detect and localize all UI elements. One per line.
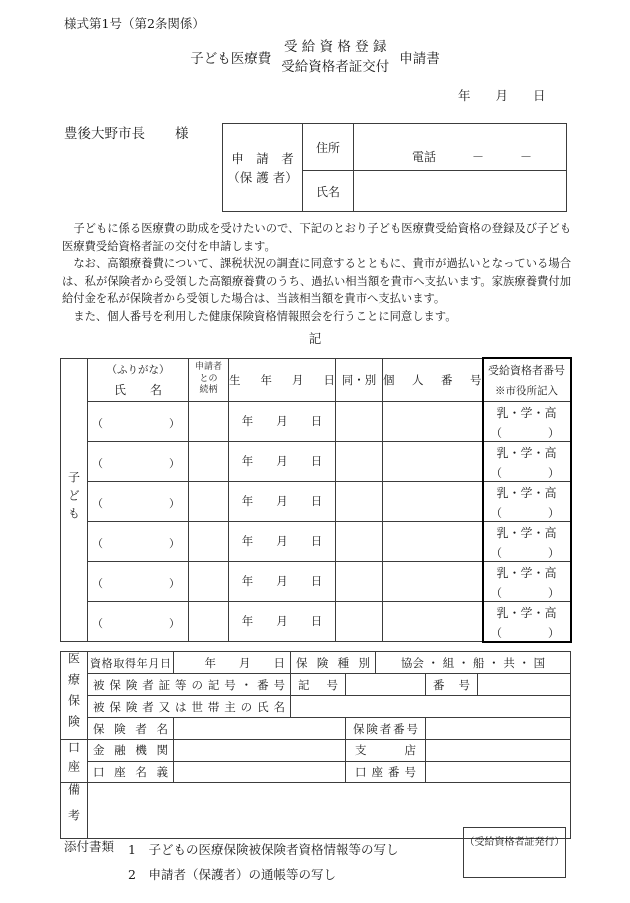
header-birthdate: 生年月日: [229, 358, 336, 401]
child-household-field[interactable]: [336, 481, 383, 521]
child-name-field[interactable]: （ ）: [88, 521, 189, 561]
symbol-label: 記号: [291, 674, 346, 696]
consent-text: [62, 220, 571, 326]
child-name-field[interactable]: （ ）: [88, 441, 189, 481]
child-household-field[interactable]: [336, 441, 383, 481]
title-suffix: 申請書: [399, 51, 440, 67]
consent-paragraph-2: なお、高額療養費について、課税状況の調査に同意するとともに、貴市が過払いとなっている場合は、私が保険者から受領した高額療養費のうち、過払い相当額を貴市へ支払います。家族療養費付加給付金を私が保険者から受領した場合は、当該相当額を貴市へ支払います。: [62, 257, 571, 306]
medical-insurance-group-label: 医療保険: [61, 652, 88, 740]
header-name-label: 氏 名: [113, 383, 162, 397]
child-recipient-number-field[interactable]: [483, 561, 571, 601]
number-field[interactable]: [478, 674, 571, 696]
attachments: [64, 837, 398, 887]
header-recipient-number: 受給資格者番号 ※市役所記入: [483, 358, 571, 401]
consent-paragraph-3: また、個人番号を利用した健康保険資格情報照会を行うことに同意します。: [62, 309, 457, 323]
child-relation-field[interactable]: [189, 601, 229, 642]
consent-paragraph-1: 子どもに係る医療費の助成を受けたいので、下記のとおり子ども医療費受給資格の登録及び子ども医療費受給資格者証の交付を申請します。: [62, 222, 571, 253]
child-name-field[interactable]: （ ）: [88, 481, 189, 521]
category-parens: （ ）: [490, 585, 560, 600]
header-relation: 申請者 との 続柄: [189, 358, 229, 401]
child-household-field[interactable]: [336, 601, 383, 642]
child-personal-number-field[interactable]: [383, 401, 483, 441]
child-personal-number-field[interactable]: [383, 521, 483, 561]
category-label: 乳・学・高: [496, 565, 557, 580]
insured-name-label: 被保険者又は世帯主の氏名: [88, 696, 291, 718]
certificate-issue-box: （受給資格者証発行）: [463, 827, 566, 878]
insured-name-field[interactable]: [291, 696, 571, 718]
remarks-group-label: 備考: [61, 783, 88, 839]
category-parens: （ ）: [490, 425, 560, 440]
account-number-field[interactable]: [426, 761, 571, 783]
header-household: 同・別: [336, 358, 383, 401]
application-date-field[interactable]: 年 月 日: [458, 88, 546, 103]
applicant-box: [222, 123, 567, 212]
addressee: [64, 122, 189, 142]
child-name-field[interactable]: （ ）: [88, 561, 189, 601]
title-option-certificate: 受給資格者証交付: [281, 59, 390, 75]
applicant-label: [223, 124, 303, 211]
child-relation-field[interactable]: [189, 401, 229, 441]
address-label: 住所: [303, 124, 354, 171]
account-name-field[interactable]: [174, 761, 346, 783]
child-row-6: [61, 601, 571, 642]
bank-label: 金融機関: [88, 740, 174, 762]
account-name-label: 口座名義: [88, 761, 174, 783]
attachment-item-2: 2 申請者（保護者）の通帳等の写し: [128, 867, 336, 882]
insurance-table: [60, 651, 571, 839]
acquisition-date-label: 資格取得年月日: [88, 652, 174, 674]
form-title: [0, 37, 630, 77]
title-option-registration: 受 給 資 格 登 録: [284, 39, 387, 55]
child-birthdate-field[interactable]: 年 月 日: [229, 601, 336, 642]
form-number: 様式第1号（第2条関係）: [64, 16, 205, 31]
child-birthdate-field[interactable]: 年 月 日: [229, 441, 336, 481]
phone-field[interactable]: 電話 － －: [412, 150, 533, 164]
child-household-field[interactable]: [336, 401, 383, 441]
header-name: [88, 358, 189, 401]
child-recipient-number-field[interactable]: [483, 601, 571, 642]
name-label: 氏名: [303, 171, 354, 211]
insurance-type-label: 保険種別: [291, 652, 376, 674]
address-field[interactable]: [354, 124, 566, 171]
insurer-name-field[interactable]: [174, 718, 346, 740]
child-recipient-number-field[interactable]: [483, 521, 571, 561]
child-relation-field[interactable]: [189, 561, 229, 601]
symbol-field[interactable]: [346, 674, 426, 696]
child-name-field[interactable]: （ ）: [88, 401, 189, 441]
header-furigana: （ふりがな）: [106, 364, 170, 376]
branch-field[interactable]: [426, 740, 571, 762]
child-personal-number-field[interactable]: [383, 561, 483, 601]
child-row-3: [61, 481, 571, 521]
child-relation-field[interactable]: [189, 481, 229, 521]
category-label: 乳・学・高: [496, 485, 557, 500]
acquisition-date-field[interactable]: 年 月 日: [174, 652, 291, 674]
bank-field[interactable]: [174, 740, 346, 762]
attachments-label: 添付書類: [64, 839, 115, 854]
branch-label: 支店: [346, 740, 426, 762]
child-birthdate-field[interactable]: 年 月 日: [229, 561, 336, 601]
child-household-field[interactable]: [336, 521, 383, 561]
child-birthdate-field[interactable]: 年 月 日: [229, 481, 336, 521]
category-label: 乳・学・高: [496, 445, 557, 460]
category-parens: （ ）: [490, 465, 560, 480]
addressee-honorific: 様: [175, 126, 189, 142]
child-personal-number-field[interactable]: [383, 441, 483, 481]
title-prefix: 子ども医療費: [190, 51, 272, 67]
child-personal-number-field[interactable]: [383, 601, 483, 642]
child-row-5: [61, 561, 571, 601]
child-row-1: [61, 401, 571, 441]
child-relation-field[interactable]: [189, 521, 229, 561]
attachment-item-1: 1 子どもの医療保険被保険者資格情報等の写し: [128, 842, 399, 857]
child-name-field[interactable]: （ ）: [88, 601, 189, 642]
applicant-name-field[interactable]: [354, 171, 566, 211]
insurer-name-label: 保険者名: [88, 718, 174, 740]
child-household-field[interactable]: [336, 561, 383, 601]
child-personal-number-field[interactable]: [383, 481, 483, 521]
insurance-type-options[interactable]: 協会 ・ 組 ・ 船 ・ 共 ・ 国: [376, 652, 571, 674]
number-label: 番号: [426, 674, 478, 696]
title-options: [281, 37, 389, 77]
children-table: [60, 357, 572, 643]
child-recipient-number-field[interactable]: [483, 401, 571, 441]
account-group-label: 口座: [61, 740, 88, 783]
applicant-label-line1: 申 請 者: [231, 150, 294, 166]
applicant-label-line2: （保 護 者）: [227, 169, 298, 185]
child-birthdate-field[interactable]: 年 月 日: [229, 401, 336, 441]
category-label: 乳・学・高: [496, 525, 557, 540]
card-symbol-number-label: 被保険者証等の記号・番号: [88, 674, 291, 696]
child-row-2: [61, 441, 571, 481]
account-number-label: 口座番号: [346, 761, 426, 783]
category-parens: （ ）: [490, 625, 560, 640]
child-recipient-number-field[interactable]: [483, 441, 571, 481]
category-label: 乳・学・高: [496, 605, 557, 620]
addressee-name: 豊後大野市長: [64, 126, 145, 142]
category-parens: （ ）: [490, 545, 560, 560]
children-group-label: 子ども: [61, 358, 88, 642]
insurer-number-label: 保険者番号: [346, 718, 426, 740]
child-birthdate-field[interactable]: 年 月 日: [229, 521, 336, 561]
insurer-number-field[interactable]: [426, 718, 571, 740]
child-row-4: [61, 521, 571, 561]
section-marker-ki: 記: [308, 331, 322, 346]
header-personal-number: 個人番号: [383, 358, 483, 401]
child-recipient-number-field[interactable]: [483, 481, 571, 521]
category-label: 乳・学・高: [496, 405, 557, 420]
category-parens: （ ）: [490, 505, 560, 520]
child-relation-field[interactable]: [189, 441, 229, 481]
